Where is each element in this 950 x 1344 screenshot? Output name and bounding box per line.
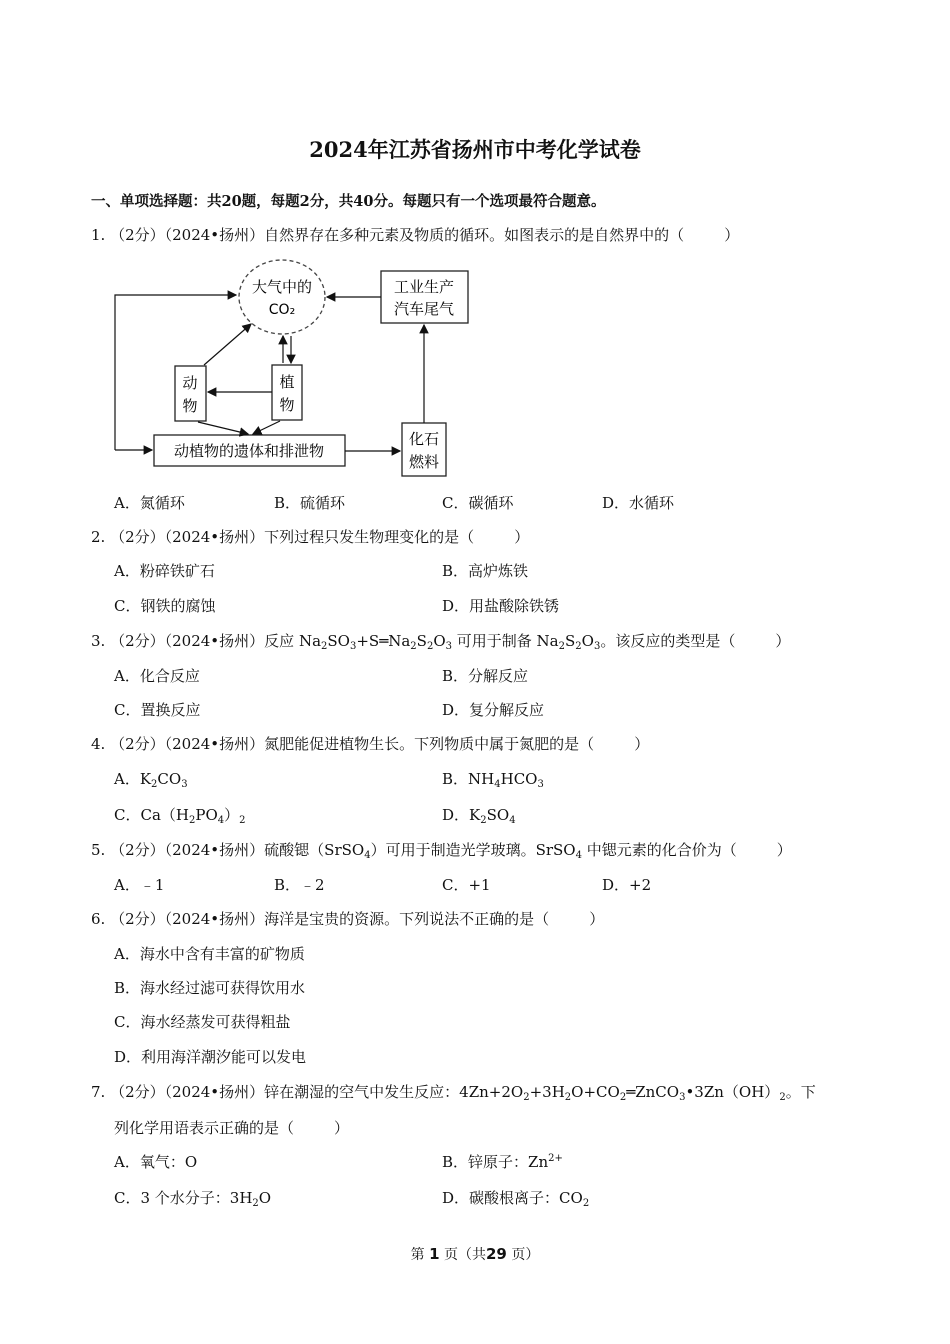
question-meta: （2分）（2024•扬州）: [110, 841, 265, 859]
question-number: 2.: [91, 528, 106, 546]
q2-option-a[interactable]: A．粉碎铁矿石: [114, 562, 215, 580]
q7-option-b[interactable]: B．锌原子：$Zn^{2+}$: [442, 1153, 563, 1171]
animal-label-line1: 动: [182, 374, 198, 392]
question-number: 6.: [91, 910, 106, 928]
question-5-stem: 5. （2分）（2024•扬州）硫酸锶（SrSO$_4$）可用于制造光学玻璃。SrSO$_4$ 中锶元素的化合价为（ ）: [91, 841, 792, 861]
question-meta: （2分）（2024•扬州）: [110, 528, 265, 546]
question-6-stem: 6. （2分）（2024•扬州）海洋是宝贵的资源。下列说法不正确的是（ ）: [91, 910, 605, 928]
page-title: 2024年江苏省扬州市中考化学试卷: [309, 137, 641, 162]
q7-option-a[interactable]: A．氧气：O: [114, 1153, 198, 1171]
q6-option-b[interactable]: B．海水经过滤可获得饮用水: [114, 979, 306, 997]
question-2-stem: 2. （2分）（2024•扬州）下列过程只发生物理变化的是（ ）: [91, 528, 530, 546]
q6-option-a[interactable]: A．海水中含有丰富的矿物质: [114, 945, 305, 963]
co2-label-line2: CO₂: [268, 302, 296, 318]
question-4-stem: 4. （2分）（2024•扬州）氮肥能促进植物生长。下列物质中属于氮肥的是（ ）: [91, 735, 650, 753]
question-number: 3.: [91, 632, 106, 650]
question-meta: （2分）（2024•扬州）: [110, 632, 265, 650]
question-meta: （2分）（2024•扬州）: [110, 910, 265, 928]
q2-option-d[interactable]: D．用盐酸除铁锈: [442, 597, 560, 615]
question-text: 反应 $Na_2SO_3+S═Na_2S_2O_3$ 可用于制备 $Na_2S_2O_3$。该反应的类型是（: [264, 632, 736, 652]
industry-label-line1: 工业生产: [393, 278, 455, 296]
arrow-animal-to-co2: [204, 324, 251, 365]
q1-option-c[interactable]: C．碳循环: [442, 494, 514, 512]
q3-option-d[interactable]: D．复分解反应: [442, 701, 545, 719]
question-text: 氮肥能促进植物生长。下列物质中属于氮肥的是（: [264, 735, 595, 753]
q3-option-c[interactable]: C．置换反应: [114, 701, 201, 719]
question-number: 5.: [91, 841, 106, 859]
fossil-label-line2: 燃料: [408, 453, 440, 471]
question-meta: （2分）（2024•扬州）: [110, 735, 265, 753]
q2-option-b[interactable]: B．高炉炼铁: [442, 562, 529, 580]
q1-option-a[interactable]: A．氮循环: [114, 494, 185, 512]
q4-option-b[interactable]: B．$NH_4HCO_3$: [442, 770, 544, 790]
q4-option-a[interactable]: A．$K_2CO_3$: [114, 770, 188, 790]
page-number: 1: [429, 1245, 440, 1263]
carbon-cycle-diagram: [108, 255, 478, 480]
question-text: 锌在潮湿的空气中发生反应：$4Zn+2O_2+3H_2O+CO_2═ZnCO_3•3Zn(OH)_2$。下: [264, 1083, 816, 1103]
q2-option-c[interactable]: C．钢铁的腐蚀: [114, 597, 216, 615]
industry-label-line2: 汽车尾气: [393, 300, 455, 318]
remains-label: 动植物的遗体和排泄物: [173, 442, 325, 460]
question-text: 下列过程只发生物理变化的是（: [264, 528, 475, 546]
question-number: 7.: [91, 1083, 106, 1101]
question-meta: （2分）（2024•扬州）: [110, 226, 265, 244]
q6-option-d[interactable]: D．利用海洋潮汐能可以发电: [114, 1048, 307, 1066]
question-7-stem: [91, 1081, 816, 1103]
page-footer: 第 1 页（共29 页）: [410, 1245, 540, 1263]
q5-option-d[interactable]: D．+2: [602, 876, 652, 894]
question-text: 硫酸锶（SrSO$_4$）可用于制造光学玻璃。SrSO$_4$ 中锶元素的化合价为（: [264, 841, 737, 861]
q4-option-c[interactable]: C．$Ca(H_2PO_4)_2$: [114, 806, 246, 826]
q7-option-d[interactable]: D．碳酸根离子：$CO_2$: [442, 1189, 590, 1209]
plant-label-line2: 物: [279, 396, 295, 414]
question-text: 自然界存在多种元素及物质的循环。如图表示的是自然界中的（: [264, 226, 685, 244]
q5-option-b[interactable]: B．﹣2: [274, 876, 325, 894]
section-heading: 一、单项选择题：共20题，每题2分，共40分。每题只有一个选项最符合题意。: [91, 193, 606, 210]
q4-option-d[interactable]: D．$K_2SO_4$: [442, 806, 516, 826]
arrow-animal-to-remains: [198, 422, 248, 434]
question-text: 海洋是宝贵的资源。下列说法不正确的是（: [264, 910, 550, 928]
q1-option-b[interactable]: B．硫循环: [274, 494, 346, 512]
q5-option-a[interactable]: A．﹣1: [114, 876, 165, 894]
co2-node: [239, 260, 325, 334]
q3-option-a[interactable]: A．化合反应: [114, 667, 200, 685]
fossil-label-line1: 化石: [408, 430, 440, 448]
question-meta: （2分）（2024•扬州）: [110, 1083, 265, 1101]
question-number: 4.: [91, 735, 106, 753]
question-1-stem: 1. （2分）（2024•扬州）自然界存在多种元素及物质的循环。如图表示的是自然界中的（ ）: [91, 226, 740, 244]
q3-option-b[interactable]: B．分解反应: [442, 667, 529, 685]
co2-label-line1: 大气中的: [251, 278, 313, 296]
question-number: 1.: [91, 226, 106, 244]
arrow-plant-to-remains: [253, 421, 280, 434]
q7-option-c[interactable]: C．3 个水分子：$3H_2O$: [114, 1189, 272, 1209]
page-total: 29: [486, 1245, 507, 1263]
animal-label-line2: 物: [182, 397, 198, 415]
q6-option-c[interactable]: C．海水经蒸发可获得粗盐: [114, 1013, 291, 1031]
q1-option-d[interactable]: D．水循环: [602, 494, 675, 512]
plant-label-line1: 植: [279, 373, 295, 391]
question-3-stem: 3. （2分）（2024•扬州）反应 $Na_2SO_3+S═Na_2S_2O_3$ 可用于制备 $Na_2S_2O_3$。该反应的类型是（ ）: [91, 632, 791, 652]
q5-option-c[interactable]: C．+1: [442, 876, 491, 894]
question-7-stem-line2: 列化学用语表示正确的是（ ）: [114, 1119, 350, 1137]
